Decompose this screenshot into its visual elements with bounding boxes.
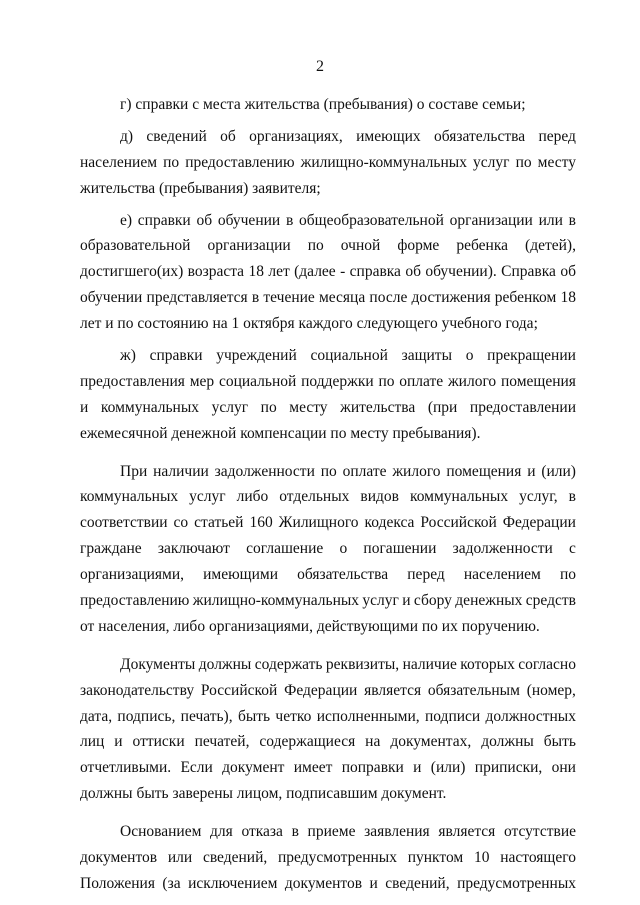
word: пунктом: [407, 849, 464, 867]
text-line: г) справки с места жительства (пребывания) о составе семьи;: [120, 96, 526, 113]
text-line: [80, 124, 576, 150]
word: приписки,: [474, 759, 543, 777]
word: исключением: [188, 874, 278, 892]
word: 160: [249, 514, 273, 532]
word: в: [251, 289, 260, 307]
text-line: [80, 704, 576, 730]
word: услуг: [362, 592, 399, 610]
word: социальной: [310, 347, 388, 365]
word: документах,: [390, 733, 472, 751]
word: Справка: [501, 263, 556, 281]
paragraph: [80, 819, 576, 897]
paragraph: [80, 652, 576, 807]
word: документ: [222, 759, 285, 777]
word: жилищно-коммунальных: [300, 153, 467, 171]
word: соглашение: [246, 540, 324, 558]
word: Жилищного: [278, 514, 359, 532]
word: коммунальных: [100, 398, 200, 416]
word: очной: [340, 237, 381, 255]
paragraph: [80, 92, 576, 118]
word: предусмотренных: [278, 849, 397, 867]
word: ребенком: [494, 289, 557, 307]
word: предоставлению: [80, 592, 190, 610]
word: (детей),: [525, 237, 576, 255]
word: кодекса: [364, 514, 415, 532]
word: д): [120, 127, 134, 145]
word: организациями,: [80, 566, 185, 584]
word: они: [551, 759, 576, 777]
word: организации: [449, 211, 533, 229]
word: об: [220, 127, 236, 145]
text-line: лет и по состоянию на 1 октября каждого следующего учебного года;: [80, 315, 538, 333]
text-line: [80, 510, 576, 536]
word: Если: [180, 759, 213, 777]
word: коммунальных: [409, 488, 509, 506]
word: наличии: [153, 462, 209, 480]
word: предусмотренных: [457, 874, 576, 892]
word: ребенка: [456, 237, 509, 255]
word: и: [80, 398, 89, 416]
word: оплате: [342, 462, 387, 480]
word: (или): [430, 759, 466, 777]
word: Основанием: [120, 823, 202, 841]
word: дата,: [80, 707, 113, 725]
word: Документы: [120, 655, 196, 673]
word: задолженности: [214, 462, 315, 480]
word: статьей: [194, 514, 244, 532]
word: услуг: [211, 398, 249, 416]
word: образовательной: [80, 237, 191, 255]
word: по: [378, 372, 395, 390]
text-line: [80, 150, 576, 176]
word: 10: [473, 849, 490, 867]
word: в: [568, 488, 576, 506]
word: лиц: [80, 733, 105, 751]
word: населением: [463, 566, 541, 584]
text-line: [80, 343, 576, 369]
word: обязательства: [297, 566, 389, 584]
word: мер: [189, 372, 215, 390]
word: и: [369, 874, 378, 892]
word: достижения: [411, 289, 491, 307]
word: Российской: [420, 514, 497, 532]
word: услуг,: [519, 488, 558, 506]
word: При: [120, 462, 148, 480]
word: справка: [349, 263, 401, 281]
word: организации: [207, 237, 291, 255]
word: отсутствие: [503, 823, 576, 841]
text-line: [80, 233, 576, 259]
word: и: [114, 733, 123, 751]
text-line: [80, 484, 576, 510]
word: имеющими: [203, 566, 279, 584]
word: со: [173, 514, 189, 532]
paragraph: [80, 124, 576, 202]
word: помещения: [500, 372, 576, 390]
word: печатей,: [194, 733, 250, 751]
text-line: [80, 845, 576, 871]
word: об: [405, 263, 421, 281]
word: поправки: [341, 759, 404, 777]
word: жилищно-коммунальных: [192, 592, 360, 610]
word: по: [260, 398, 277, 416]
word: месяца: [318, 289, 366, 307]
word: отдельных: [279, 488, 350, 506]
word: оплате: [399, 372, 444, 390]
word: отказа: [241, 823, 283, 841]
word: видов: [360, 488, 399, 506]
word: должны: [481, 733, 534, 751]
word: и: [527, 462, 536, 480]
word: согласно: [518, 655, 576, 673]
word: подпись,: [117, 707, 176, 725]
word: и: [402, 592, 411, 610]
word: или: [167, 849, 193, 867]
word: является: [438, 823, 496, 841]
word: перед: [407, 566, 445, 584]
word: должны: [198, 655, 252, 673]
text-line: [80, 562, 576, 588]
word: учреждений: [216, 347, 297, 365]
word: возраста: [187, 263, 245, 281]
word: имеющих: [356, 127, 421, 145]
word: (далее: [294, 263, 336, 281]
paragraph: [80, 208, 576, 337]
word: о: [339, 540, 348, 558]
word: по: [559, 566, 576, 584]
word: содержать: [254, 655, 323, 673]
word: достигшего(их): [80, 263, 184, 281]
word: 18: [248, 263, 264, 281]
text-line: [80, 285, 576, 311]
word: Российской: [200, 681, 278, 699]
word: после: [369, 289, 408, 307]
text-line: [80, 871, 576, 897]
paragraph: [80, 459, 576, 640]
text-line: [80, 588, 576, 614]
word: содержащиеся: [259, 733, 356, 751]
word: оттиски: [132, 733, 185, 751]
word: на: [365, 733, 381, 751]
word: социальной: [218, 372, 297, 390]
word: обучении: [217, 211, 281, 229]
word: обучении).: [425, 263, 497, 281]
word: ж): [120, 347, 136, 365]
word: (за: [162, 874, 181, 892]
word: и: [413, 759, 422, 777]
word: защиты: [401, 347, 452, 365]
word: по: [515, 153, 532, 171]
word: об: [560, 263, 576, 281]
word: жительства: [340, 398, 416, 416]
word: населением: [80, 153, 158, 171]
word: быть: [237, 707, 271, 725]
word: которых: [460, 655, 515, 673]
word: подписи: [424, 707, 481, 725]
word: жилого: [392, 462, 441, 480]
word: должностных: [485, 707, 576, 725]
word: денежных: [455, 592, 523, 610]
word: печать),: [180, 707, 233, 725]
text-line: жительства (пребывания) заявителя;: [80, 179, 321, 197]
word: обязательным: [427, 681, 520, 699]
paragraph: [80, 343, 576, 447]
word: услуг: [189, 488, 226, 506]
word: исполненными,: [316, 707, 420, 725]
word: сбору: [413, 592, 452, 610]
text-line: должны быть заверены лицом, подписавшим документ.: [80, 785, 447, 803]
text-line: от населения, либо организациями, действующими по их поручению.: [80, 617, 540, 635]
word: является: [364, 681, 422, 699]
text-line: [80, 652, 576, 678]
text-line: [80, 259, 576, 285]
word: организациях,: [249, 127, 343, 145]
word: по: [320, 462, 337, 480]
word: об: [196, 211, 213, 229]
word: Федерации: [502, 514, 576, 532]
word: лет: [268, 263, 290, 281]
word: заявления: [364, 823, 430, 841]
word: е): [120, 211, 133, 229]
word: услуг: [473, 153, 510, 171]
word: месту: [537, 153, 576, 171]
text-line: [80, 729, 576, 755]
word: о: [465, 347, 474, 365]
document-body: [80, 92, 576, 897]
word: Положения: [80, 874, 155, 892]
word: настоящего: [500, 849, 576, 867]
word: в: [291, 823, 299, 841]
text-line: [80, 755, 576, 781]
word: (при: [427, 398, 458, 416]
word: имеет: [293, 759, 333, 777]
word: заключают: [157, 540, 230, 558]
word: для: [210, 823, 233, 841]
word: Федерации: [284, 681, 358, 699]
word: быть: [543, 733, 576, 751]
word: сведений: [146, 127, 207, 145]
word: наличие: [402, 655, 457, 673]
word: или: [538, 211, 563, 229]
word: общеобразовательной: [299, 211, 444, 229]
word: коммунальных: [80, 488, 179, 506]
word: жилого: [447, 372, 497, 390]
word: течение: [263, 289, 315, 307]
word: (номер,: [526, 681, 576, 699]
word: в: [568, 211, 576, 229]
word: погашении: [363, 540, 437, 558]
word: предоставлении: [469, 398, 576, 416]
word: реквизиты,: [325, 655, 400, 673]
word: (или): [541, 462, 576, 480]
text-line: [80, 395, 576, 421]
word: предоставлению: [185, 153, 295, 171]
word: 18: [560, 289, 576, 307]
word: предоставления: [80, 372, 185, 390]
text-line: [80, 678, 576, 704]
word: сведений,: [385, 874, 450, 892]
word: отчетливыми.: [80, 759, 172, 777]
word: форме: [397, 237, 440, 255]
word: прекращении: [487, 347, 576, 365]
word: по: [163, 153, 180, 171]
page-number: 2: [316, 58, 324, 75]
word: граждане: [80, 540, 142, 558]
word: приеме: [307, 823, 356, 841]
word: перед: [538, 127, 576, 145]
word: обучении: [80, 289, 143, 307]
word: обязательства: [434, 127, 526, 145]
word: средств: [525, 592, 576, 610]
text-line: [80, 819, 576, 845]
text-line: [80, 208, 576, 234]
word: документов: [80, 849, 158, 867]
word: соответствии: [80, 514, 168, 532]
word: с: [569, 540, 576, 558]
word: документов: [284, 874, 363, 892]
word: -: [340, 263, 346, 281]
word: справки: [137, 211, 191, 229]
word: либо: [236, 488, 269, 506]
word: в: [285, 211, 294, 229]
word: четко: [275, 707, 312, 725]
word: поддержки: [301, 372, 374, 390]
word: сведений,: [202, 849, 268, 867]
text-line: [80, 459, 576, 485]
word: задолженности: [452, 540, 553, 558]
word: помещения: [446, 462, 522, 480]
word: представляется: [146, 289, 248, 307]
word: месту: [289, 398, 328, 416]
word: по: [307, 237, 324, 255]
word: законодательству: [80, 681, 195, 699]
text-line: ежемесячной денежной компенсации по месту пребывания).: [80, 424, 481, 442]
word: справки: [149, 347, 203, 365]
text-line: [80, 369, 576, 395]
text-line: [80, 536, 576, 562]
